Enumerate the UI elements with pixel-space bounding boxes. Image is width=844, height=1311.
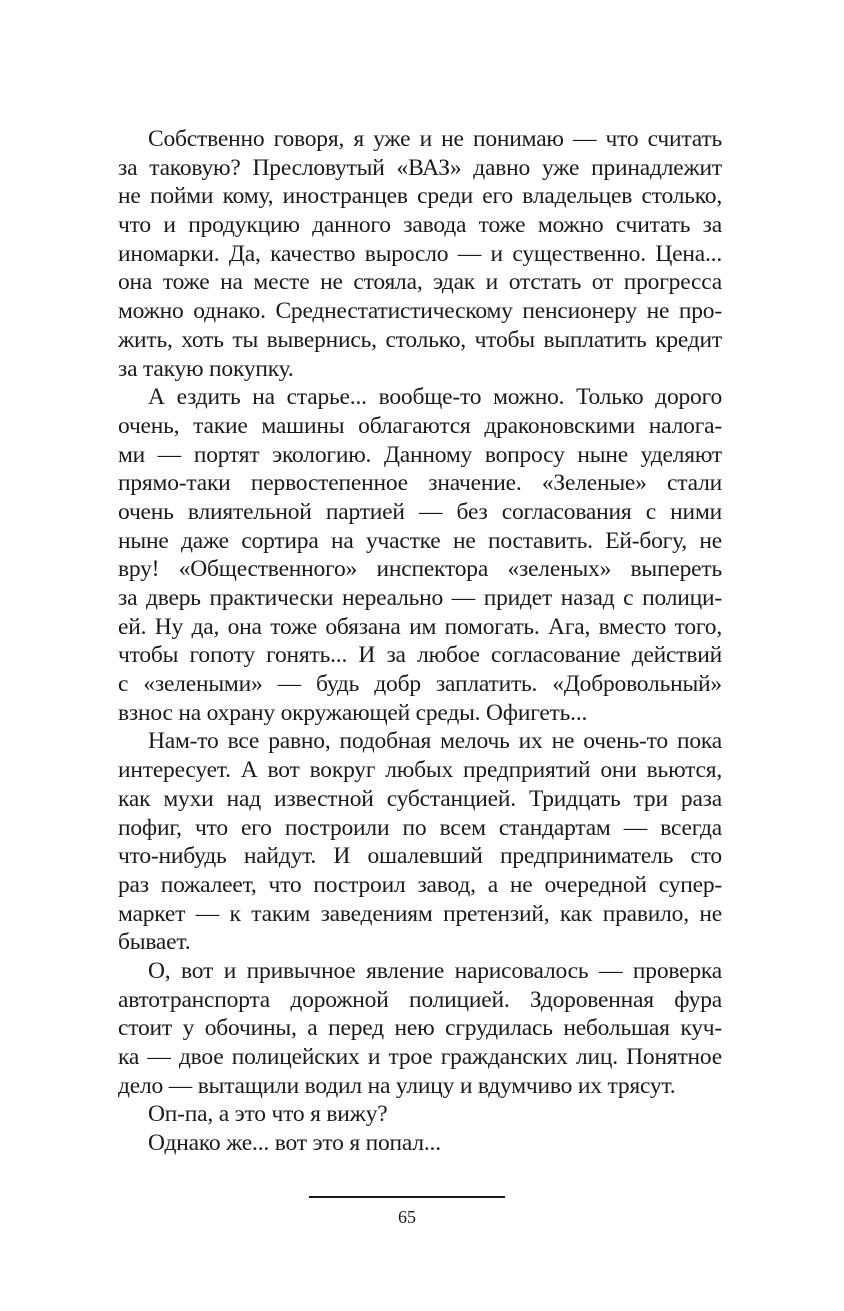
paragraph xyxy=(118,1129,722,1158)
paragraph xyxy=(118,125,722,383)
text-line: А ездить на старье... вообще-то можно. Только дорого xyxy=(148,384,722,411)
text-line: как мухи над известной субстанцией. Тридцать три раза xyxy=(118,785,722,812)
text-line: Собственно говоря, я уже и не понимаю — что считать xyxy=(148,126,722,152)
text-line: не пойми кому, иностранцев среди его владельцев столько, xyxy=(118,183,722,210)
text-line: что и продукцию данного завода тоже можно считать за xyxy=(118,212,722,239)
text-line: иномарки. Да, качество выросло — и существенно. Цена... xyxy=(118,240,722,267)
text-line: за таковую? Пресловутый «ВАЗ» давно уже принадлежит xyxy=(118,154,722,181)
paragraph xyxy=(118,727,722,957)
text-line: стоит у обочины, а перед нею сгрудилась небольшая куч- xyxy=(118,1015,722,1042)
text-line: Нам-то все равно, подобная мелочь их не очень-то пока xyxy=(148,728,722,755)
text-line: интересует. А вот вокруг любых предприятий они вьются, xyxy=(118,757,722,784)
page-number: 65 xyxy=(398,1207,416,1227)
text-line: дело — вытащили водил на улицу и вдумчиво их трясут. xyxy=(118,1072,676,1099)
text-line: чтобы гопоту гонять... И за любое согласование действий xyxy=(118,642,722,669)
text-line: Оп-па, а это что я вижу? xyxy=(148,1101,388,1128)
text-line: раз пожалеет, что построил завод, а не очередной супер- xyxy=(118,871,722,898)
text-line: ей. Ну да, она тоже обязана им помогать. Ага, вместо того, xyxy=(118,613,722,640)
paragraph xyxy=(118,1100,722,1129)
paragraph xyxy=(118,383,722,727)
footer-divider xyxy=(309,1196,505,1198)
text-line: автотранспорта дорожной полицией. Здоровенная фура xyxy=(118,986,722,1013)
text-line: с «зелеными» — будь добр заплатить. «Добровольный» xyxy=(118,671,722,698)
text-line: ныне даже сортира на участке не поставить. Ей-богу, не xyxy=(118,527,722,554)
paragraph xyxy=(118,957,722,1100)
text-line: О, вот и привычное явление нарисовалось — проверка xyxy=(148,957,722,984)
text-line: пофиг, что его построили по всем стандартам — всегда xyxy=(118,814,722,841)
text-line: маркет — к таким заведениям претензий, как правило, не xyxy=(118,900,722,927)
text-line: очень влиятельной партией — без согласования с ними xyxy=(118,498,722,525)
text-line: прямо-таки первостепенное значение. «Зеленые» стали xyxy=(118,470,722,497)
text-line: за такую покупку. xyxy=(118,355,294,382)
text-line: ка — двое полицейских и трое гражданских лиц. Понятное xyxy=(118,1044,722,1070)
text-line: можно однако. Среднестатистическому пенсионеру не про- xyxy=(118,298,722,325)
text-line: вру! «Общественного» инспектора «зеленых» выпереть xyxy=(118,556,722,583)
text-line: Однако же... вот это я попал... xyxy=(148,1130,441,1157)
text-line: жить, хоть ты вывернись, столько, чтобы выплатить кредит xyxy=(118,326,722,353)
text-line: очень, такие машины облагаются драконовскими налога- xyxy=(118,412,722,439)
page-body xyxy=(118,125,722,1158)
text-line: что-нибудь найдут. И ошалевший предприниматель сто xyxy=(118,843,722,870)
text-line: ми — портят экологию. Данному вопросу ныне уделяют xyxy=(118,441,722,468)
text-line: взнос на охрану окружающей среды. Офигеть... xyxy=(118,699,588,726)
text-line: за дверь практически нереально — придет назад с полици- xyxy=(118,585,722,611)
text-line: она тоже на месте не стояла, эдак и отстать от прогресса xyxy=(118,269,722,296)
text-line: бывает. xyxy=(118,929,191,956)
